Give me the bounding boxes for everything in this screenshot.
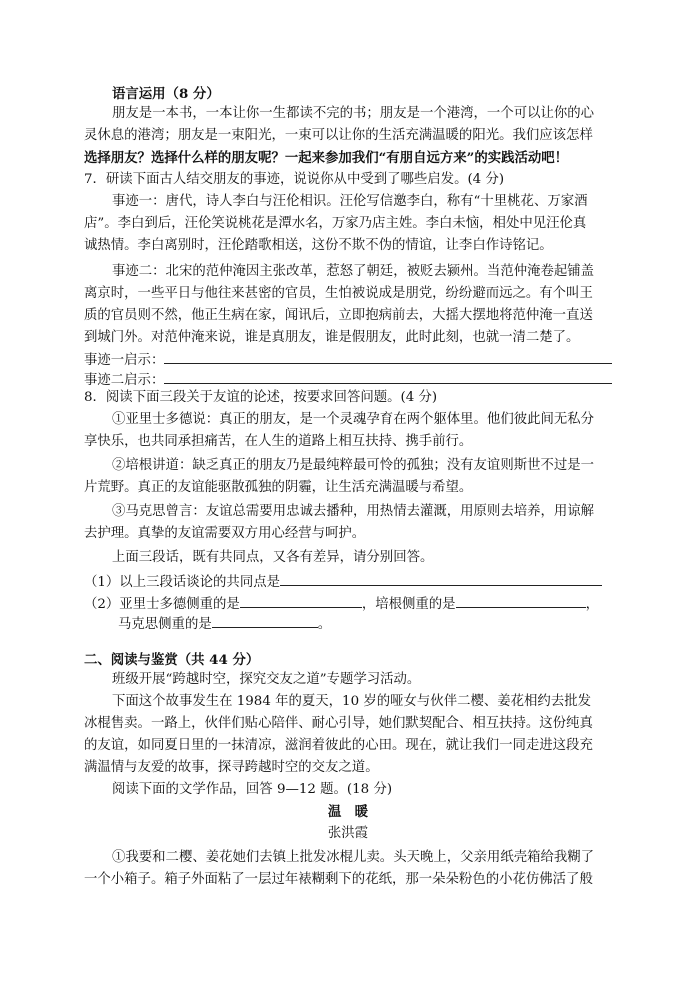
answer2-blank[interactable] xyxy=(164,368,612,384)
article-para-line: ①我要和二樱、姜花她们去镇上批发冰棍儿卖。头天晚上，父亲用纸壳箱给我糊了 xyxy=(112,850,595,865)
intro-line: 灵休息的港湾；朋友是一束阳光，一束可以让你的生活充满温暖的阳光。我们应该怎样 xyxy=(84,128,593,143)
article-title: 温 暖 xyxy=(327,804,369,820)
q7-stem: 7．研读下面古人结交朋友的事迹，说说你从中受到了哪些启发。(4 分) xyxy=(84,172,505,187)
story2-line: 离京时，一些平日与他往来甚密的官员，生怕被说成是朋党，纷纷避而远之。有个叫王 xyxy=(84,286,593,301)
quote2-line: 片荒野。真正的友谊能驱散孤独的阴霾，让生活充满温暖与希望。 xyxy=(84,480,473,495)
section2-intro-line: 满温情与友爱的故事，探寻跨越时空的交友之道。 xyxy=(84,760,379,775)
story2-line: 事迹二：北宋的范仲淹因主张改革，惹怒了朝廷，被贬去颍州。当范仲淹卷起铺盖 xyxy=(112,264,595,279)
quote3-line: 去护理。真挚的友谊需要双方用心经营与呵护。 xyxy=(84,526,366,541)
article-para-line: 一个小箱子。箱子外面粘了一层过年裱糊剩下的花纸，那一朵朵粉色的小花仿佛活了般 xyxy=(84,872,593,887)
quote3-line: ③马克思曾言：友谊总需要用忠诚去播种，用热情去灌溉，用原则去培养，用谅解 xyxy=(112,504,595,519)
q8-stem: 8．阅读下面三段关于友谊的论述，按要求回答问题。(4 分) xyxy=(84,390,438,405)
q8-sub2-label-b: ，培根侧重的是 xyxy=(361,597,456,612)
q8-task: 上面三段话，既有共同点，又各有差异，请分别回答。 xyxy=(112,550,434,565)
q8-sub2-label-a: （2）亚里士多德侧重的是 xyxy=(84,597,240,612)
q8-sub2-label-c: 马克思侧重的是 xyxy=(118,617,212,632)
reading-instruction: 阅读下面的文学作品，回答 9—12 题。(18 分) xyxy=(112,782,393,797)
q8-sub1-blank[interactable] xyxy=(280,570,602,586)
story1-line: 店”。李白到后，汪伦笑说桃花是潭水名，万家乃店主姓。李白未恼，相处中见汪伦真 xyxy=(84,216,587,231)
intro-line: 选择朋友？选择什么样的朋友呢？一起来参加我们“有朋自远方来”的实践活动吧！ xyxy=(84,150,569,166)
quote2-line: ②培根讲道：缺乏真正的朋友乃是最纯粹最可怜的孤独；没有友谊则斯世不过是一 xyxy=(112,458,595,473)
story1-line: 事迹一：唐代，诗人李白与汪伦相识。汪伦写信邀李白，称有“十里桃花、万家酒 xyxy=(112,194,588,209)
q8-sub1-row xyxy=(84,570,602,593)
section2-heading: 二、阅读与鉴赏（共 44 分） xyxy=(84,652,260,668)
q8-sub2-comma: ， xyxy=(585,597,599,612)
story2-line: 到城门外。对范仲淹来说，谁是真朋友，谁是假朋友，此时此刻，也就一清二楚了。 xyxy=(84,330,580,345)
story2-line: 质的官员则不然，他正生病在家，闻讯后，立即抱病前去，大摇大摆地将范仲淹一直送 xyxy=(84,308,593,323)
answer1-blank[interactable] xyxy=(164,348,612,364)
answer2-label: 事迹二启示： xyxy=(84,373,165,388)
quote1-line: 享快乐，也共同承担痛苦，在人生的道路上相互扶持、携手前行。 xyxy=(84,434,473,449)
section2-intro-line: 的友谊，如同夏日里的一抹清凉，滋润着彼此的心田。现在，就让我们一同走进这段充 xyxy=(84,738,593,753)
section2-intro1: 班级开展“跨越时空，探究交友之道”专题学习活动。 xyxy=(112,672,421,687)
story1-line: 诚热情。李白离别时，汪伦踏歌相送，这份不欺不伪的情谊，让李白作诗铭记。 xyxy=(84,238,553,253)
q8-sub2-row2 xyxy=(118,612,331,635)
q8-bacon-blank[interactable] xyxy=(456,592,586,608)
answer1-label: 事迹一启示： xyxy=(84,353,165,368)
q8-sub2-period: 。 xyxy=(317,617,332,632)
q8-marx-blank[interactable] xyxy=(212,612,318,628)
q8-aristotle-blank[interactable] xyxy=(240,592,362,608)
quote1-line: ①亚里士多德说：真正的朋友，是一个灵魂孕育在两个躯体里。他们彼此间无私分 xyxy=(112,412,595,427)
section2-intro-line: 冰棍售卖。一路上，伙伴们贴心陪伴、耐心引导，她们默契配合、相互扶持。这份纯真 xyxy=(84,716,593,731)
section1-heading: 语言运用（8 分） xyxy=(112,86,220,102)
section2-intro-line: 下面这个故事发生在 1984 年的夏天，10 岁的哑女与伙伴二樱、姜花相约去批发 xyxy=(112,694,591,709)
intro-line: 朋友是一本书，一本让你一生都读不完的书；朋友是一个港湾，一个可以让你的心 xyxy=(112,106,595,121)
q8-sub1-label: （1）以上三段话谈论的共同点是 xyxy=(84,575,280,590)
article-author: 张洪霞 xyxy=(327,826,369,841)
